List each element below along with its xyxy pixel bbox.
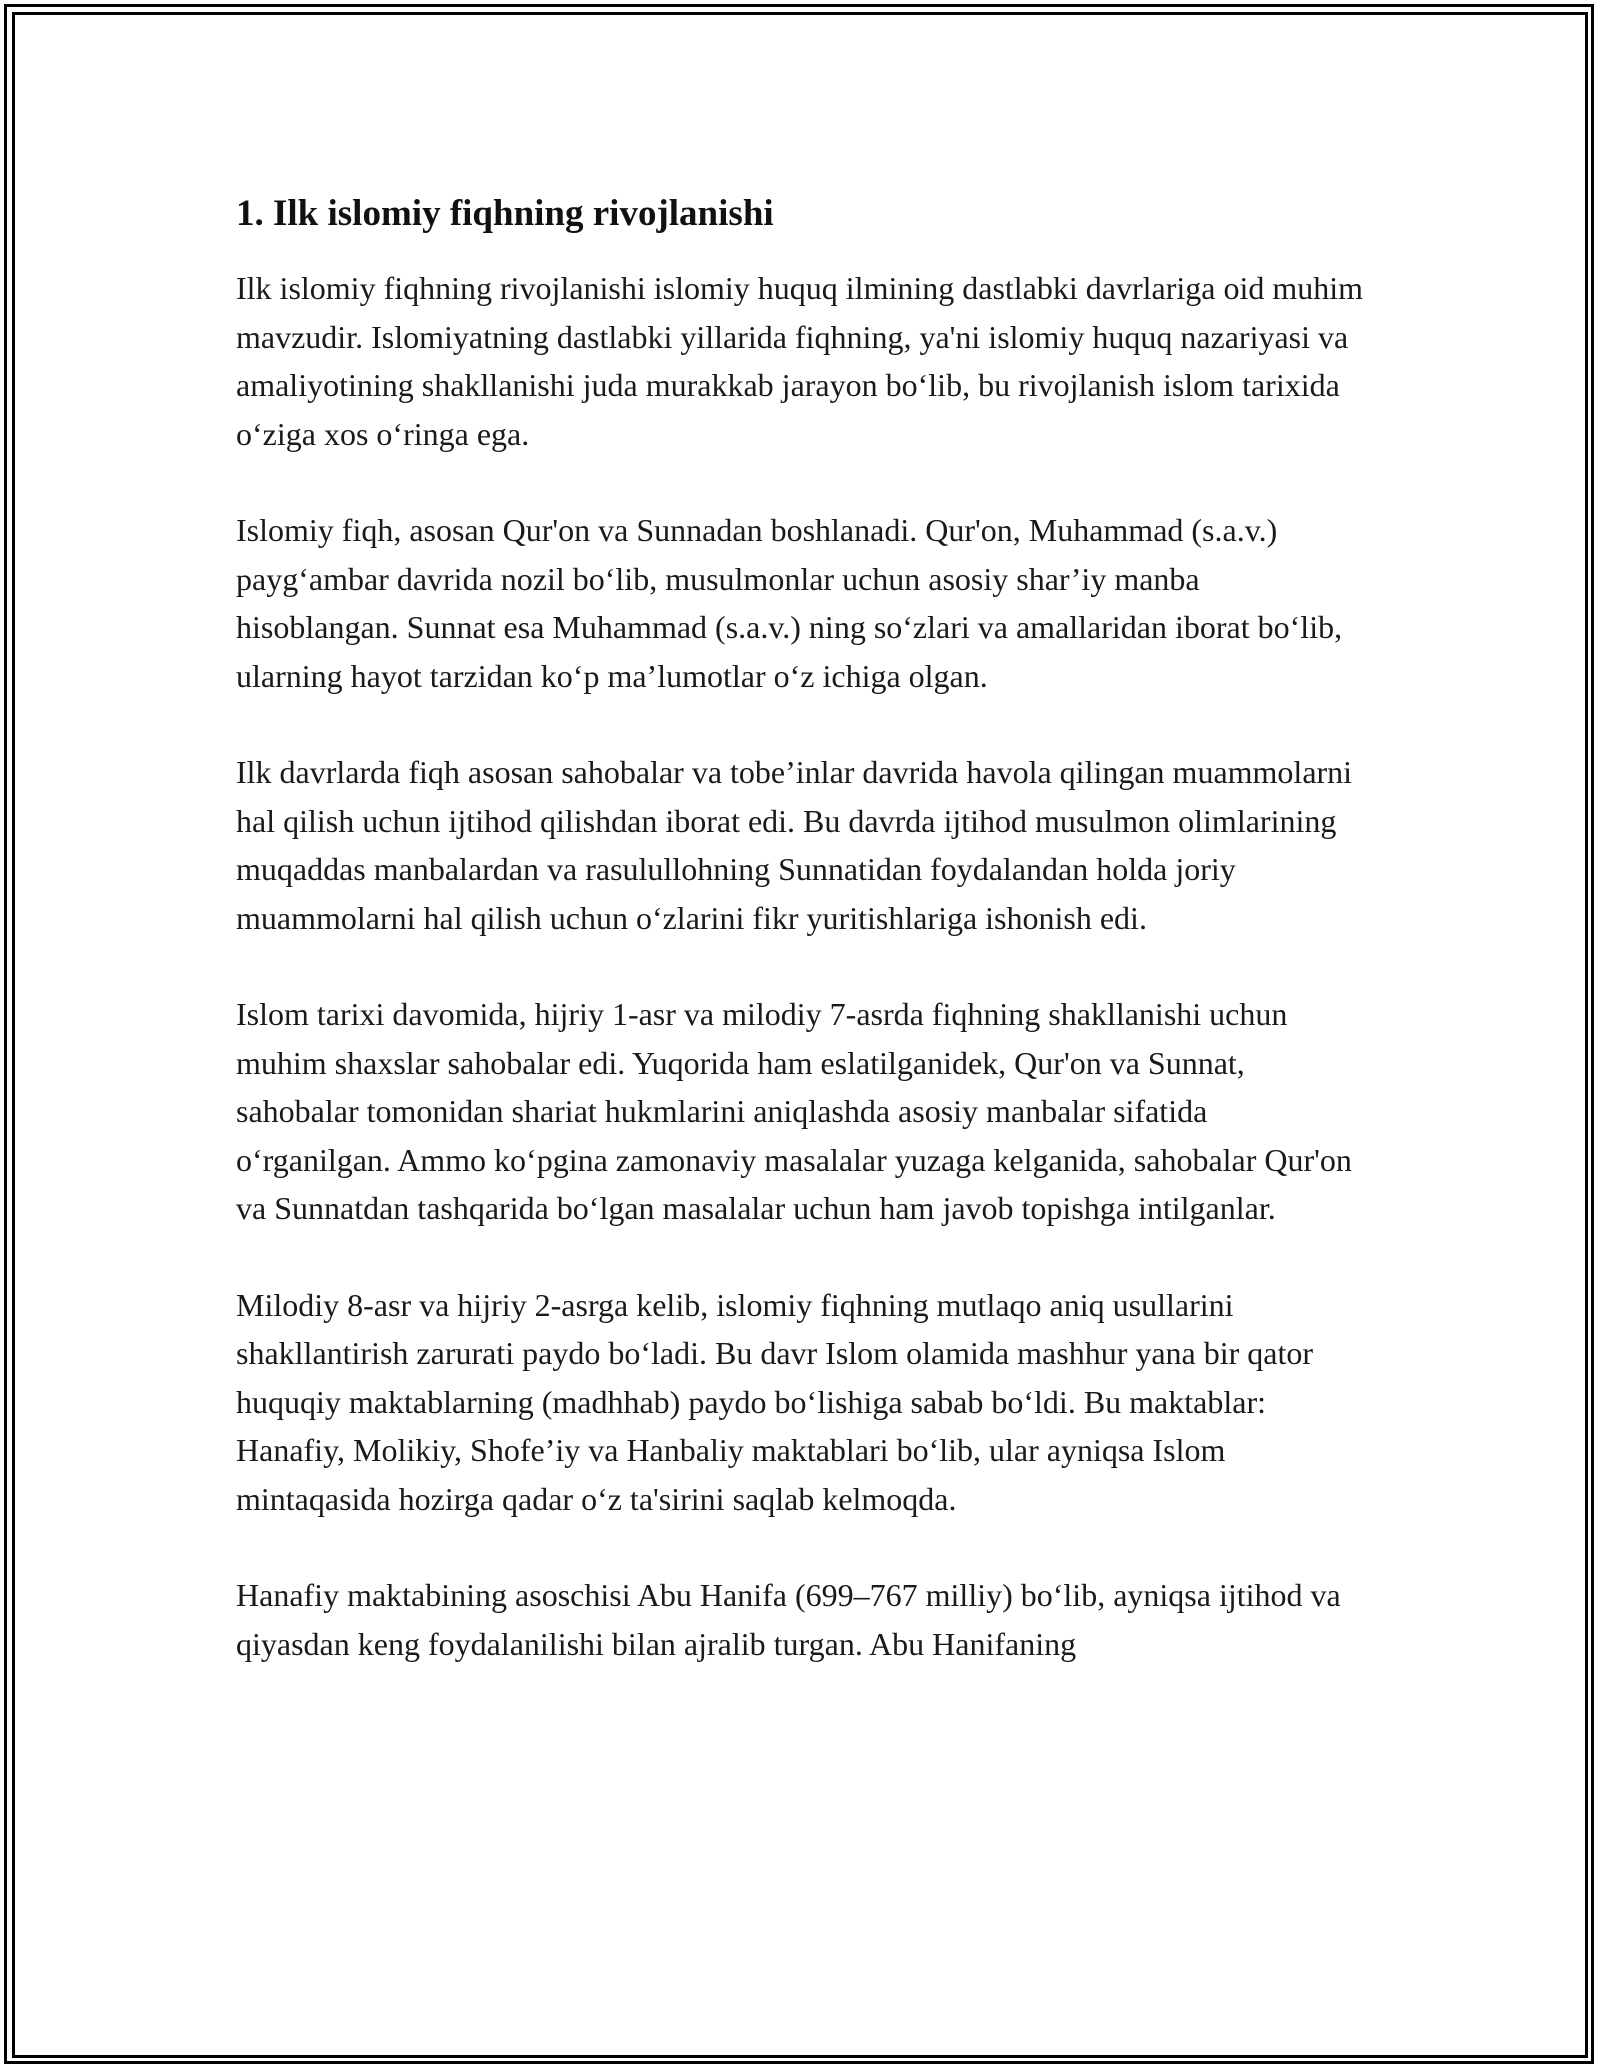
- paragraph-3: Ilk davrlarda fiqh asosan sahobalar va tobe’inlar davrida havola qilingan muammolarni hal qilish uchun ijtihod qilishdan iborat edi. Bu davrda ijtihod musulmon olimlarining muqaddas manbalardan va rasulullohning Sunnatidan foydalandan holda joriy muammolarni hal qilish uchun o‘zlarini fikr yuritishlariga ishonish edi.: [236, 754, 1353, 936]
- paragraph-6: Hanafiy maktabining asoschisi Abu Hanifa (699–767 milliy) bo‘lib, ayniqsa ijtihod va qiyasdan keng foydalanilishi bilan ajralib turgan. Abu Hanifaning: [236, 1577, 1341, 1662]
- paragraph-4: Islom tarixi davomida, hijriy 1-asr va milodiy 7-asrda fiqhning shakllanishi uchun muhim shaxslar sahobalar edi. Yuqorida ham eslatilganidek, Qur'on va Sunnat, sahobalar tomonidan shariat hukmlarini aniqlashda asosiy manbalar sifatida o‘rganilgan. Ammo ko‘pgina zamonaviy masalalar yuzaga kelganida, sahobalar Qur'on va Sunnatdan tashqarida bo‘lgan masalalar uchun ham javob topishga intilganlar.: [236, 996, 1352, 1226]
- section-heading: 1. Ilk islomiy fiqhning rivojlanishi: [236, 193, 774, 234]
- paragraph-5: Milodiy 8-asr va hijriy 2-asrga kelib, islomiy fiqhning mutlaqo aniq usullarini shakllantirish zarurati paydo bo‘ladi. Bu davr Islom olamida mashhur yana bir qator huquqiy maktablarning (madhhab) paydo bo‘lishiga sabab bo‘ldi. Bu maktablar: Hanafiy, Molikiy, Shofe’iy va Hanbaliy maktablari bo‘lib, ular ayniqsa Islom mintaqasida hozirga qadar o‘z ta'sirini saqlab kelmoqda.: [236, 1286, 1314, 1517]
- paragraph-1: Ilk islomiy fiqhning rivojlanishi islomiy huquq ilmining dastlabki davrlariga oid muhim mavzudir. Islomiyatning dastlabki yillarida fiqhning, ya'ni islomiy huquq nazariyasi va amaliyotining shakllanishi juda murakkab jarayon bo‘lib, bu rivojlanish islom tarixida o‘ziga xos o‘ringa ega.: [236, 270, 1364, 452]
- document-body: [236, 186, 1366, 1668]
- paragraph-2: Islomiy fiqh, asosan Qur'on va Sunnadan boshlanadi. Qur'on, Muhammad (s.a.v.) payg‘ambar davrida nozil bo‘lib, musulmonlar uchun asosiy shar’iy manba hisoblangan. Sunnat esa Muhammad (s.a.v.) ning so‘zlari va amallaridan iborat bo‘lib, ularning hayot tarzidan ko‘p ma’lumotlar o‘z ichiga olgan.: [236, 512, 1343, 694]
